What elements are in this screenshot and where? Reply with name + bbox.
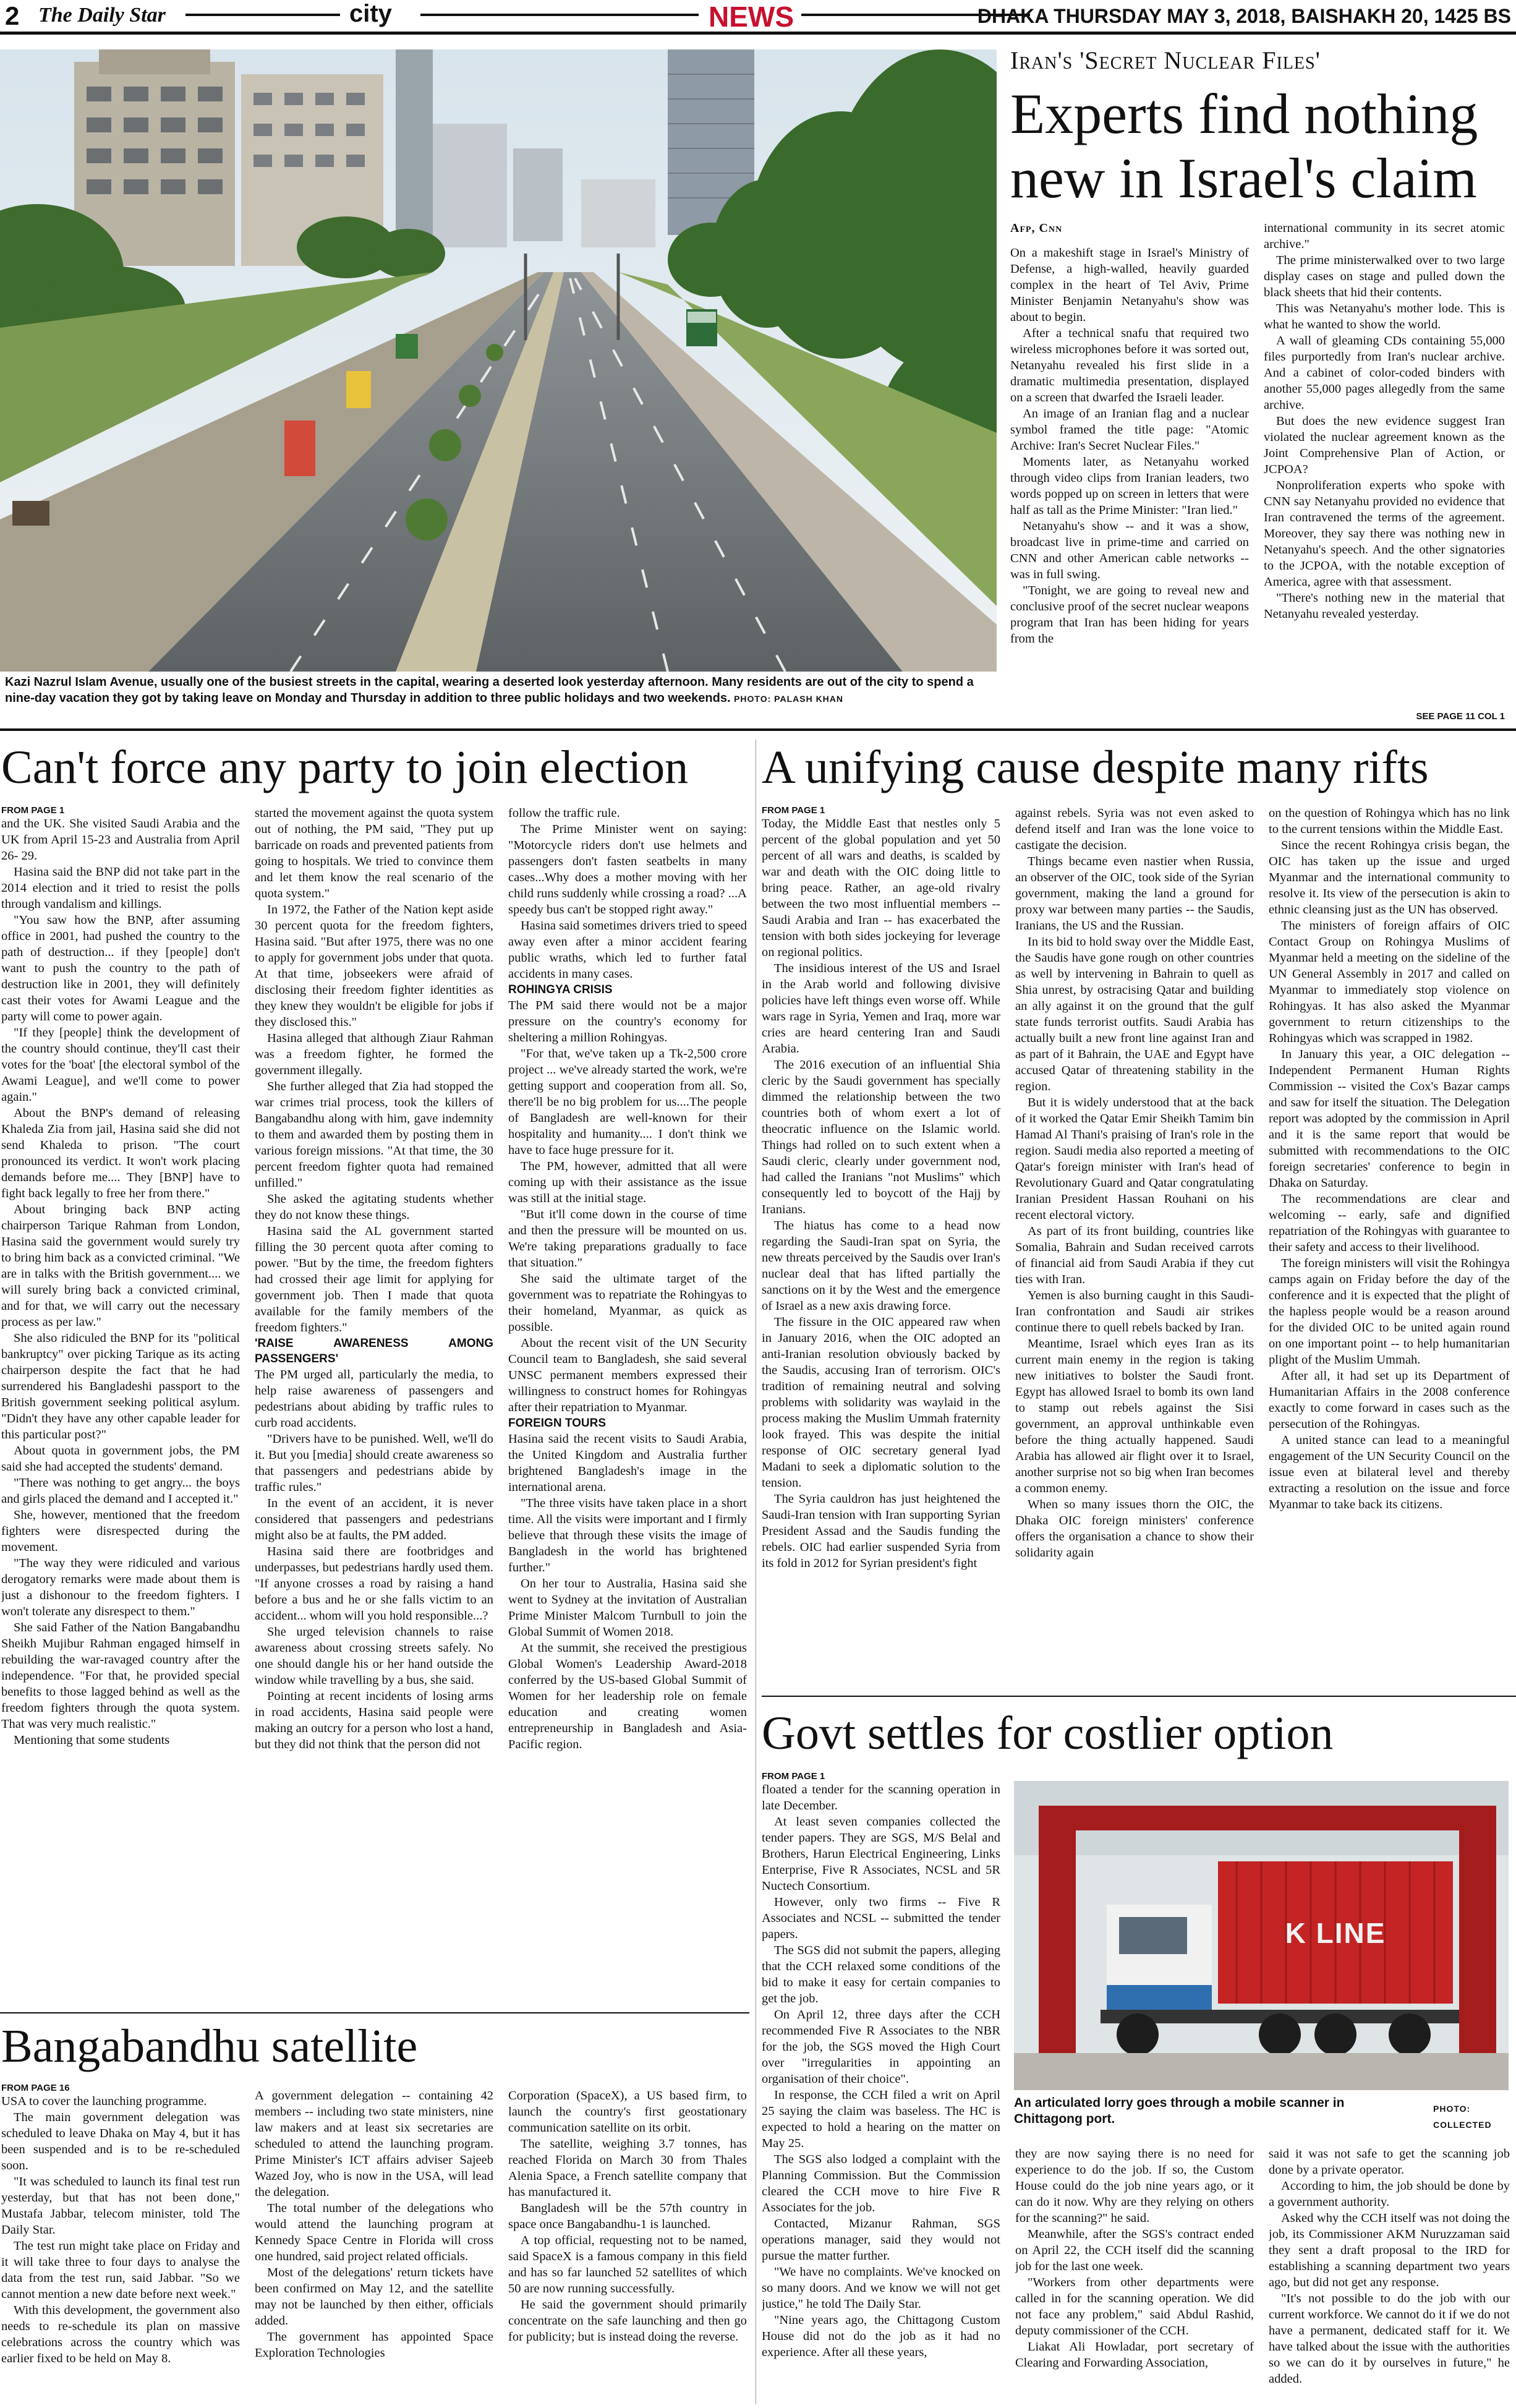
paragraph: About the recent visit of the UN Security Council team to Bangladesh, she said several UNSC permanent members expressed their willingness to construct homes for Rohingyas after their repatriation to Myanmar. [508,1336,747,1414]
paragraph: follow the traffic rule. [508,806,620,820]
election-from-page: FROM PAGE 1 [1,805,65,816]
paragraph: Pointing at recent incidents of losing arms in road accidents, Hasina said people were making an outcry for a person who lost a hand, but they did not think that the person did not [255,1689,493,1751]
paragraph: The government has appointed Space Exploration Technologies [255,2330,493,2360]
avenue-photo [0,49,997,672]
paragraph: Today, the Middle East that nestles only 5 percent of the global population and yet 50 percent of all wars and deaths, is scalded by war and death with the OIC doing little to bring peace. Rather, an age-old rivalry between the two most influential members -- Saudi Arabia and Iran -- has exacerbated the tension with both sides jockeying for leverage on regional politics. [762,817,1000,959]
paragraph: "Nine years ago, the Chittagong Custom House did not do the job as it had no experience. After all these years, [762,2313,1000,2359]
paragraph: A united stance can lead to a meaningful engagement of the UN Security Council on the issue even at bilateral level and thereby extracting a resolution on the issue and force Myanmar to take back its citizens. [1269,1433,1510,1511]
paragraph: Mentioning that some students [14,1733,170,1747]
paragraph: At least seven companies collected the tender papers. They are SGS, M/S Belal and Brothers, Harun Electrical Engineering, Links Enterprise, Five R Associates, NCSL and 5R Nuctech Consortium. [762,1815,1000,1893]
paragraph: About quota in government jobs, the PM said she had accepted the students' demand. [1,1444,240,1474]
dateline: DHAKA THURSDAY MAY 3, 2018, BAISHAKH 20, 1425 BS [977,5,1511,27]
newspaper-name: The Daily Star [38,4,166,27]
paragraph: The main government delegation was scheduled to leave Dhaka on May 4, but it has been suspended and is to be re-scheduled soon. [1,2111,240,2172]
paragraph: Corporation (SpaceX), a US based firm, to launch the country's first geostationary communication satellite on its orbit. [508,2089,747,2135]
paragraph: Hasina said there are footbridges and underpasses, but pedestrians hardly used them. "If anyone crosses a road by raising a hand before a bus and he or she falls victim to an accident... whom will you hold responsible...? [255,1545,493,1623]
paragraph: She further alleged that Zia had stopped the war crimes trial process, took the killers of Bangabandhu along with him, gave indemnity to them and awarded them by posting them in various foreign missions. "At that time, the 30 percent freedom fighter quota had remained unfilled." [255,1080,493,1190]
paragraph: In the event of an accident, it is never considered that passengers and pedestrians might also be at faults, the PM added. [255,1496,493,1542]
avenue-photo-image [0,49,997,672]
paragraph: The PM urged all, particularly the media, to help raise awareness of passengers and pedestrians about abiding by traffic rules to curb road accidents. [255,1368,493,1430]
paragraph: She urged television channels to raise awareness about crossing streets safely. No one should dangle his or her hand outside the window while travelling by a bus, she said. [255,1625,493,1687]
paragraph: "Drivers have to be punished. Well, we'll do it. But you [media] should create awareness so that passengers and pedestrians abide by traffic rules." [255,1432,493,1494]
paragraph: Hasina said the BNP did not take part in the 2014 election and it tried to resist the polls through vandalism and killings. [1,865,240,911]
paragraph: At the summit, she received the prestigious Global Women's Leadership Award-2018 conferred by the US-based Global Summit of Women for her leadership role on female education and creating women entrepreneurship in Bangladesh and Asia-Pacific region. [508,1641,747,1751]
paragraph: Bangladesh will be the 57th country in space once Bangabandhu-1 is launched. [508,2201,747,2231]
scanner-photo [1014,1781,1509,2090]
paragraph: The insidious interest of the US and Israel in the Arab world and following divisive policies have left things even worse off. While wars rage in Syria, Yemen and Iraq, more war cries are heard centering Iran and Saudi Arabia. [762,962,1000,1056]
subhead: 'RAISE AWARENESS AMONG PASSENGERS' [255,1337,493,1365]
election-column-2 [255,805,493,2048]
paragraph: "Tonight, we are going to reveal new and conclusive proof of the secret nuclear weapons program that Iran has been hiding for years from the [1010,584,1249,646]
iran-column-2 [1264,220,1505,709]
paragraph: on the question of Rohingya which has no link to the current tensions within the Middle East. [1269,806,1510,836]
subhead: FOREIGN TOURS [508,1417,606,1430]
paragraph: The test run might take place on Friday and it will take three to four days to analyse the data from the test run, said Jabbar. "So we cannot mention a new date before next week." [1,2239,240,2301]
paragraph: When so many issues thorn the OIC, the Dhaka OIC foreign ministers' conference offers the organisation a chance to show their solidarity again [1015,1498,1254,1560]
iran-headline-line2: new in Israel's claim [1010,147,1477,210]
oic-column-1 [762,805,1000,1688]
paragraph: Yemen is also burning caught in this Saudi-Iran confrontation and Saudi air strikes continue there to quell rebels backed by Iran. [1015,1289,1254,1334]
scanner-photo-caption [1014,2095,1410,2127]
satellite-from-page: FROM PAGE 16 [1,2083,70,2093]
paragraph: Hasina said the recent visits to Saudi Arabia, the United Kingdom and Australia further brightened Bangladesh's image in the international arena. [508,1432,747,1494]
paragraph: "For that, we've taken up a Tk-2,500 crore project ... we've already started the work, we're getting support and cooperation from all. So, there'll be no big problem for us....The people of Bangladesh are well-known for their hospitality and humanity.... I don't think we have to face huge pressure for it. [508,1047,747,1157]
paragraph: they are now saying there is no need for experience to do the job. If so, the Custom House could do the job nine years ago, or it can do it now. Why are they relying on others for the scanning?" he said. [1015,2147,1254,2225]
paragraph: On her tour to Australia, Hasina said she went to Sydney at the invitation of Australian Prime Minister Malcom Turnbull to join the Global Summit of Women 2018. [508,1577,747,1639]
paragraph: A wall of gleaming CDs containing 55,000 files purportedly from Iran's nuclear archive. And a cabinet of color-coded binders with another 55,000 pages allegedly from the same archive. [1264,334,1505,412]
paragraph: In January this year, a OIC delegation -- Independent Permanent Human Rights Commission -- visited the Cox's Bazar camps and saw for itself the situation. The Delegation report was adopted by the commission in April and it is the same report that would be submitted with recommendations to the OIC foreign secretaries' conference to begin in Dhaka on Saturday. [1269,1048,1510,1190]
paragraph: The 2016 execution of an influential Shia cleric by the Saudi government has specially dimmed the relationship between the two countries both of whom exert a lot of theocratic influence on the Islamic world. Things had rolled on to such extent when a Saudi cleric, clearly under government nod, had called the Iranians "not Muslims" which consequently led to boycott of the Hajj by Iranians. [762,1058,1000,1216]
paragraph: "But it'll come down in the course of time and then the pressure will be mounted on us. We're taking preparations gradually to face that situation." [508,1208,747,1270]
scanner-column-2 [1015,2146,1254,2408]
paragraph: She, however, mentioned that the freedom fighters were disrespected during the movement. [1,1508,240,1554]
iran-continued-link[interactable]: SEE PAGE 11 COL 1 [1416,711,1505,722]
paragraph: "There's nothing new in the material that Netanyahu revealed yesterday. [1264,591,1505,621]
container-logo: K LINE [1285,1917,1386,1949]
satellite-column-3 [508,2088,747,2408]
paragraph: She said Father of the Nation Bangabandhu Sheikh Mujibur Rahman engaged himself in rebuilding the war-ravaged country after the independence. "For that, he provided special benefits to those lagged behind as well as the freedom fighters through the quota system. That was very much realistic." [1,1621,240,1731]
paragraph: The satellite, weighing 3.7 tonnes, has reached Florida on March 30 from Thales Alenia Space, a French satellite company that has manufactured it. [508,2137,747,2199]
paragraph: A top official, requesting not to be named, said SpaceX is a famous company in this field and has so far launched 52 satellites of which 50 are now running successfully. [508,2234,747,2295]
oic-headline: A unifying cause despite many rifts [762,741,1429,793]
paragraph: Since the recent Rohingya crisis began, the OIC has taken up the issue and urged Myanmar and the international community to resolve it. Its view of the persecution is akin to ethnic cleansing just as the UN has observed. [1269,839,1510,916]
paragraph: According to him, the job should be done by a government authority. [1269,2179,1510,2209]
iran-kicker: Iran's 'Secret Nuclear Files' [1010,46,1321,74]
paragraph: The PM said there would not be a major pressure on the country's economy for sheltering a million Rohingyas. [508,999,747,1044]
paragraph: A government delegation -- containing 42 members -- including two state ministers, nine law makers and at least six secretaries are scheduled to attend the launching program. Prime Minister's ICT affairs adviser Sajeeb Wazed Joy, who is now in the USA, will lead the delegation. [255,2089,493,2199]
iran-byline: Afp, Cnn [1010,221,1063,235]
paragraph: About bringing back BNP acting chairperson Tarique Rahman from London, Hasina said the government would surely try to bring him back as a convicted criminal. "We are in talks with the British government.... we will surely bring back a convicted criminal, and for that, we will carry out the necessary process as per law." [1,1203,240,1329]
paragraph: Meanwhile, after the SGS's contract ended on April 22, the CCH itself did the scanning job for the last one week. [1015,2227,1254,2273]
iran-headline-line1: Experts find nothing [1010,82,1478,145]
scanner-photo-image [1014,1781,1509,2090]
paragraph: Things became even nastier when Russia, an observer of the OIC, took side of the Syrian government, making the land a ground for proxy war between many parties -- the Saudis, Iranians, the US and the Russian. [1015,855,1254,933]
paragraph: The recommendations are clear and welcoming -- early, safe and dignified repatriation of the Rohingyas with guarantee to their safety and access to their livelihood. [1269,1192,1510,1254]
paragraph: Hasina said the AL government started filling the 30 percent quota after coming to power. "But by the time, the freedom fighters had crossed their age limit for applying for government job. Then I made that quota available for the family members of the freedom fighters." [255,1224,493,1334]
avenue-photo-caption [5,674,992,706]
paragraph: Hasina said sometimes drivers tried to speed away even after a minor accident fearing public wraths, which led to further fatal accidents in many cases. [508,919,747,981]
paragraph: She said the ultimate target of the government was to repatriate the Rohingyas to their homeland, Myanmar, as quick as possible. [508,1272,747,1334]
avenue-photo-credit: PHOTO: PALASH KHAN [734,694,844,704]
paragraph: "It's not possible to do the job with our current workforce. We cannot do it if we do not have a permanent, dedicated staff for it. We have talked about the issue with the authorities so we can do it by ourselves in future," he added. [1269,2292,1510,2386]
paragraph: The ministers of foreign affairs of OIC Contact Group on Rohingya Muslims of Myanmar held a meeting on the sideline of the UN General Assembly in 2017 and called on Myanmar to immediately stop violence on Rohingyas. It has also asked the Myanmar government to return citizenships to the Rohingyas which was scrapped in 1982. [1269,919,1510,1045]
paragraph: She also ridiculed the BNP for its "political bankruptcy" over picking Tarique as its acting chairperson despite the fact that he had surrendered his Bangladeshi passport to the British government seeking political asylum. "Didn't they have any other capable leader for this particular post?" [1,1331,240,1441]
paragraph: The Syria cauldron has just heightened the Saudi-Iran tension with Iran supporting Syrian President Assad and the Saudis funding the rebels. OIC had earlier suspended Syria from its fold in 2012 for Syrian president's fight [762,1492,1000,1570]
paragraph: said it was not safe to get the scanning job done by a private operator. [1269,2147,1510,2177]
paragraph: But does the new evidence suggest Iran violated the nuclear agreement known as the Joint Comprehensive Plan of Action, or JCPOA? [1264,414,1505,476]
paragraph: floated a tender for the scanning operation in late December. [762,1783,1000,1812]
paragraph: "The way they were ridiculed and various derogatory remarks were made about them is just a dishonour to the freedom fighters. I won't tolerate any disrespect to them." [1,1556,240,1618]
paragraph: Asked why the CCH itself was not doing the job, its Commissioner AKM Nuruzzaman said they sent a draft proposal to the IRD for establishing a scanning department two years ago, but did not get any response. [1269,2211,1510,2289]
paragraph: The SGS also lodged a complaint with the Planning Commission. But the Commission cleared the CCH move to hire Five R Associates for the job. [762,2153,1000,2214]
oic-from-page: FROM PAGE 1 [762,805,825,816]
paragraph: Liakat Ali Howladar, port secretary of Clearing and Forwarding Association, [1015,2340,1254,2370]
paragraph: The foreign ministers will visit the Rohingya camps again on Friday before the day of the conference and it is expected that the plight of the hapless people would be a reason around for the divided OIC to be united again round on one important point -- to help humanitarian plight of the Muslim Ummah. [1269,1257,1510,1367]
paragraph: However, only two firms -- Five R Associates and NCSL -- submitted the tender papers. [762,1895,1000,1941]
scanner-headline: Govt settles for costlier option [762,1707,1334,1759]
satellite-column-2 [255,2088,493,2408]
satellite-headline: Bangabandhu satellite [1,2020,418,2072]
paragraph: An image of an Iranian flag and a nuclear symbol framed the title page: "Atomic Archive: Iran's Secret Nuclear Files." [1010,407,1249,453]
paragraph: But it is widely understood that at the back of it worked the Qatar Emir Sheikh Tamim bin Hamad Al Thani's praising of Iran's role in the region. Saudi media also reported a meeting of Qatar's foreign minister with Iran's head of Revolutionary Guard and Qatar congratulating Iranian President Hassan Rouhani on his recent electoral victory. [1015,1096,1254,1222]
oic-column-2 [1015,805,1254,1688]
paragraph: Moments later, as Netanyahu worked through video clips from Iranian leaders, two words popped up on screen in letters that were half as tall as the Prime Minister: "Iran lied." [1010,455,1249,517]
paragraph: Netanyahu's show -- and it was a show, broadcast live in prime-time and carried on CNN and other American cable networks -- was in full swing. [1010,519,1249,581]
scanner-column-1 [762,1771,1000,2408]
paragraph: Contacted, Mizanur Rahman, SGS operations manager, said they would not pursue the matter further. [762,2217,1000,2263]
scanner-photo-credit: PHOTO: COLLECTED [1433,2104,1492,2130]
avenue-caption-text: Kazi Nazrul Islam Avenue, usually one of the busiest streets in the capital, wearing a deserted look yesterday afternoon. Many residents are out of the city to spend a nine-day vacation they got by taking leave on Monday and Thursday in addition to three public holidays and two weekends. [5,675,974,705]
section-name: city [349,0,392,27]
scanner-caption-text: An articulated lorry goes through a mobile scanner in Chittagong port. [1014,2096,1345,2126]
paragraph: The fissure in the OIC appeared raw when in January 2016, when the OIC adopted an anti-Iranian resolution obviously backed by the Saudis, accusing Iran of terrorism. OIC's tradition of remaining neutral and solving problems with solidarity was waylaid in the process making the Muslim Ummah fraternity look frayed. This was despite the initial response of OIC secretary general Iyad Madani to seek a diplomatic solution to the tension. [762,1315,1000,1490]
oic-column-3 [1269,805,1510,1688]
iran-column-1 [1010,245,1249,725]
paragraph: He said the government should primarily concentrate on the safe launching and then go for publicity; but is instead doing the reverse. [508,2298,747,2344]
paragraph: The Prime Minister went on saying: "Motorcycle riders don't use helmets and passengers don't fasten seatbelts in many cases...Why does a mother moving with her child runs suddenly while crossing a road? ...A speedy bus can't be stopped right away." [508,822,747,916]
paragraph: international community in its secret atomic archive." [1264,221,1505,251]
paragraph: and the UK. She visited Saudi Arabia and the UK from April 15-23 and Australia from April 26- 29. [1,817,240,863]
paragraph: With this development, the government also needs to re-schedule its plan on massive celebrations across the country which was earlier fixed to be held on May 8. [1,2303,240,2365]
paragraph: USA to cover the launching programme. [1,2094,207,2108]
paragraph: In response, the CCH filed a writ on April 25 saying the claim was baseless. The HC is expected to hold a hearing on the matter on May 25. [762,2088,1000,2150]
satellite-column-1 [1,2083,240,2408]
paragraph: started the movement against the quota system out of nothing, the PM said, "They put up barricade on roads and prevented patients from going to hospitals. We tried to convince them and let them know the real scenario of the quota system." [255,806,493,900]
scanner-from-page: FROM PAGE 1 [762,1771,825,1782]
paragraph: After all, it had set up its Department of Humanitarian Affairs in the 2008 conference exactly to come forward in cases such as the persecution of the Rohingyas. [1269,1369,1510,1431]
paragraph: She asked the agitating students whether they do not know these things. [255,1192,493,1222]
category-label: NEWS [709,1,794,33]
paragraph: Hasina alleged that although Ziaur Rahman was a freedom fighter, he formed the government illegally. [255,1031,493,1077]
paragraph: In 1972, the Father of the Nation kept aside 30 percent quota for the freedom fighters, Hasina said. "But after 1975, there was no one to apply for government jobs under that quota. At that time, jobseekers were afraid of disclosing their freedom fighter identities as they knew they wouldn't be eligible for jobs if they disclosed this." [255,903,493,1029]
paragraph: against rebels. Syria was not even asked to defend itself and Iran was the lone voice to castigate the decision. [1015,806,1254,852]
paragraph: The SGS did not submit the papers, alleging that the CCH relaxed some conditions of the bid to make it easy for certain companies to get the job. [762,1944,1000,2005]
paragraph: On April 12, three days after the CCH recommended Five R Associates to the NBR for the job, the SGS moved the High Court over "irregularities in appointing an organisation of their choice". [762,2008,1000,2086]
subhead: ROHINGYA CRISIS [508,983,613,996]
paragraph: The hiatus has come to a head now regarding the Saudi-Iran spat on Syria, the new threats perceived by the Saudis over Iran's nuclear deal that has lifted partially the sanctions on it by the West and the emergence of Israel as a new axis drawing force. [762,1219,1000,1313]
paragraph: "The three visits have taken place in a short time. All the visits were important and I firmly believe that through these visits the image of Bangladesh in the world has brightened further." [508,1496,747,1574]
paragraph: "You saw how the BNP, after assuming office in 2001, had pushed the country to the path of destruction... if they [people] don't want to push the country to the path of destruction like in 2001, they will definitely cast their votes for Awami League and the party will come to power again. [1,913,240,1023]
scanner-column-3 [1269,2146,1510,2408]
paragraph: The total number of the delegations who would attend the launching program at Kennedy Space Centre in Florida will cross one hundred, said project related officials. [255,2201,493,2263]
paragraph: After a technical snafu that required two wireless microphones before it was sorted out, Netanyahu revealed his first slide in a dramatic multimedia presentation, displayed on a screen that dwarfed the Israeli leader. [1010,327,1249,404]
election-column-3 [508,805,747,2048]
paragraph: "It was scheduled to launch its final test run yesterday, but that has not been done," Mustafa Jabbar, telecom minister, told The Daily Star. [1,2175,240,2237]
paragraph: Most of the delegations' return tickets have been confirmed on May 12, and the satellite may not be launched by then either, officials added. [255,2266,493,2328]
election-headline: Can't force any party to join election [1,741,689,793]
paragraph: About the BNP's demand of releasing Khaleda Zia from jail, Hasina said she did not send Khaleda to prison. "The court pronounced its verdict. It won't work placing demands before me.... They [BNP] have to fight back legally to free her from there." [1,1106,240,1200]
election-column-1 [1,805,240,2048]
paragraph: As part of its front building, countries like Somalia, Bahrain and Sudan received carrots of financial aid from Saudi Arabia if they cut ties with Iran. [1015,1224,1254,1286]
masthead [0,0,1516,35]
paragraph: In its bid to hold sway over the Middle East, the Saudis have gone rough on other countries as well by intervening in Bahrain to quell as Shia unrest, by ostracising Qatar and building an ally against it on the ground that the gulf state funds terrorist outfits. Saudi Arabia has actually built a new front line against Iran and as part of it Bahrain, the UAE and Egypt have accused Qatar of threatening stability in the region. [1015,935,1254,1093]
paragraph: This was Netanyahu's mother lode. This is what he wanted to show the world. [1264,302,1505,331]
paragraph: The PM, however, admitted that all were coming up with their assistance as the issue was still at the initial stage. [508,1159,747,1205]
paragraph: "Workers from other departments were called in for the scanning operation. We did not face any problem," said Abdul Rashid, deputy commissioner of the CCH. [1015,2276,1254,2338]
paragraph: On a makeshift stage in Israel's Ministry of Defense, a high-walled, heavily guarded complex in the heart of Tel Aviv, Prime Minister Benjamin Netanyahu's show was about to begin. [1010,246,1249,324]
paragraph: "We have no complaints. We've knocked on so many doors. And we know we will not get justice," he told The Daily Star. [762,2265,1000,2311]
paragraph: Nonproliferation experts who spoke with CNN say Netanyahu provided no evidence that Iran contravened the terms of the agreement. Moreover, they say there was nothing new in Netanyahu's speech. And the other signatories to the JCPOA, with the notable exception of America, agree with that assessment. [1264,479,1505,589]
paragraph: "If they [people] think the development of the country should continue, they'll cast their votes for the 'boat' [the electoral symbol of the Awami League], and we'll come to power again." [1,1026,240,1104]
paragraph: Meantime, Israel which eyes Iran as its current main enemy in the region is taking new initiatives to bolster the Saudi front. Egypt has allowed Israel to bomb its own land to stamp out rebels against the Sisi government, an approval unthinkable even before the thing actually happened. Saudi Arabia has allowed air flight over it to Israel, another surprise not so big when Iran becomes a common enemy. [1015,1337,1254,1495]
paragraph: "There was nothing to get angry... the boys and girls placed the demand and I accepted it." [1,1476,240,1506]
page-number: 2 [5,1,20,30]
paragraph: The prime ministerwalked over to two large display cases on stage and pulled down the black sheets that hid their contents. [1264,254,1505,299]
